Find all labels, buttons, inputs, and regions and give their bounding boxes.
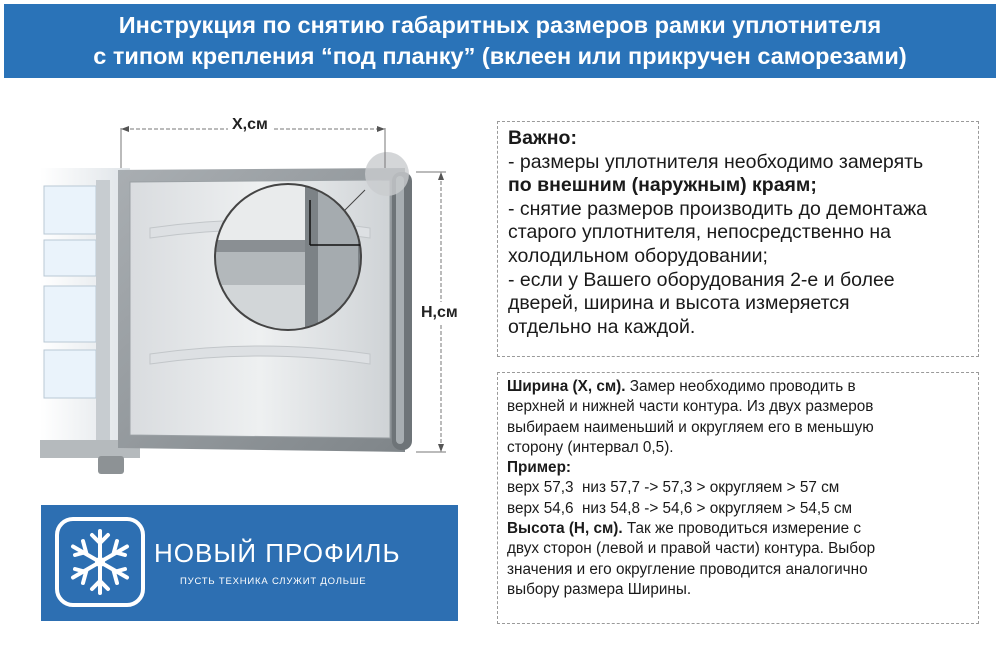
important-line-1: - размеры уплотнителя необходимо замерять	[508, 150, 924, 173]
example-title: Пример:	[507, 459, 572, 477]
important-title: Важно:	[508, 127, 577, 149]
important-line-8: отдельно на каждой.	[508, 315, 696, 338]
example-line-2: верх 54,6 низ 54,8 -> 54,6 > округляем > 54,5 см	[507, 499, 853, 517]
company-slogan: ПУСТЬ ТЕХНИКА СЛУЖИТ ДОЛЬШЕ	[180, 576, 367, 587]
company-logo-banner	[41, 505, 458, 621]
width-text-1: Замер необходимо проводить в	[625, 378, 856, 395]
important-notes-box	[497, 121, 979, 357]
height-text-3: значения и его округление проводится аналогично	[507, 560, 868, 578]
refrigerator-door-illustration	[0, 100, 480, 500]
height-text-1: Так же проводиться измерение с	[622, 520, 862, 538]
height-text-4: выбору размера Ширины.	[507, 580, 692, 598]
important-line-5: холодильном оборудовании;	[508, 244, 768, 267]
header-line-2: с типом крепления “под планку” (вклеен или прикручен саморезами)	[93, 43, 907, 69]
important-line-6: - если у Вашего оборудования 2-е и более	[508, 268, 895, 291]
important-line-4: старого уплотнителя, непосредственно на	[508, 221, 892, 244]
height-text-2: двух сторон (левой и правой части) контура. Выбор	[507, 540, 876, 558]
snowflake-icon	[55, 517, 145, 607]
header-line-1: Инструкция по снятию габаритных размеров рамки уплотнителя	[118, 12, 882, 38]
height-title: Высота (H, см).	[507, 520, 623, 538]
important-line-3: - снятие размеров производить до демонтажа	[508, 197, 927, 220]
height-paragraph-line-1	[507, 519, 970, 539]
important-line-7: дверей, ширина и высота измеряется	[508, 292, 850, 315]
measurement-details-box	[497, 372, 979, 624]
example-line-1: верх 57,3 низ 57,7 -> 57,3 > округляем > 57 см	[507, 479, 840, 497]
width-text-4: сторону (интервал 0,5).	[507, 438, 674, 456]
width-title: Ширина (X, см).	[507, 378, 626, 395]
company-name: НОВЫЙ ПРОФИЛЬ	[154, 538, 401, 568]
width-paragraph-line-1	[507, 377, 970, 397]
important-line-2: по внешним (наружным) краям;	[508, 174, 817, 197]
width-text-3: выбираем наименьший и округляем его в меньшую	[507, 418, 874, 436]
page-header	[4, 4, 996, 78]
width-text-2: верхней и нижней части контура. Из двух размеров	[507, 398, 874, 416]
width-dimension-label: X,см	[228, 116, 272, 134]
height-dimension-label: H,см	[421, 302, 458, 324]
